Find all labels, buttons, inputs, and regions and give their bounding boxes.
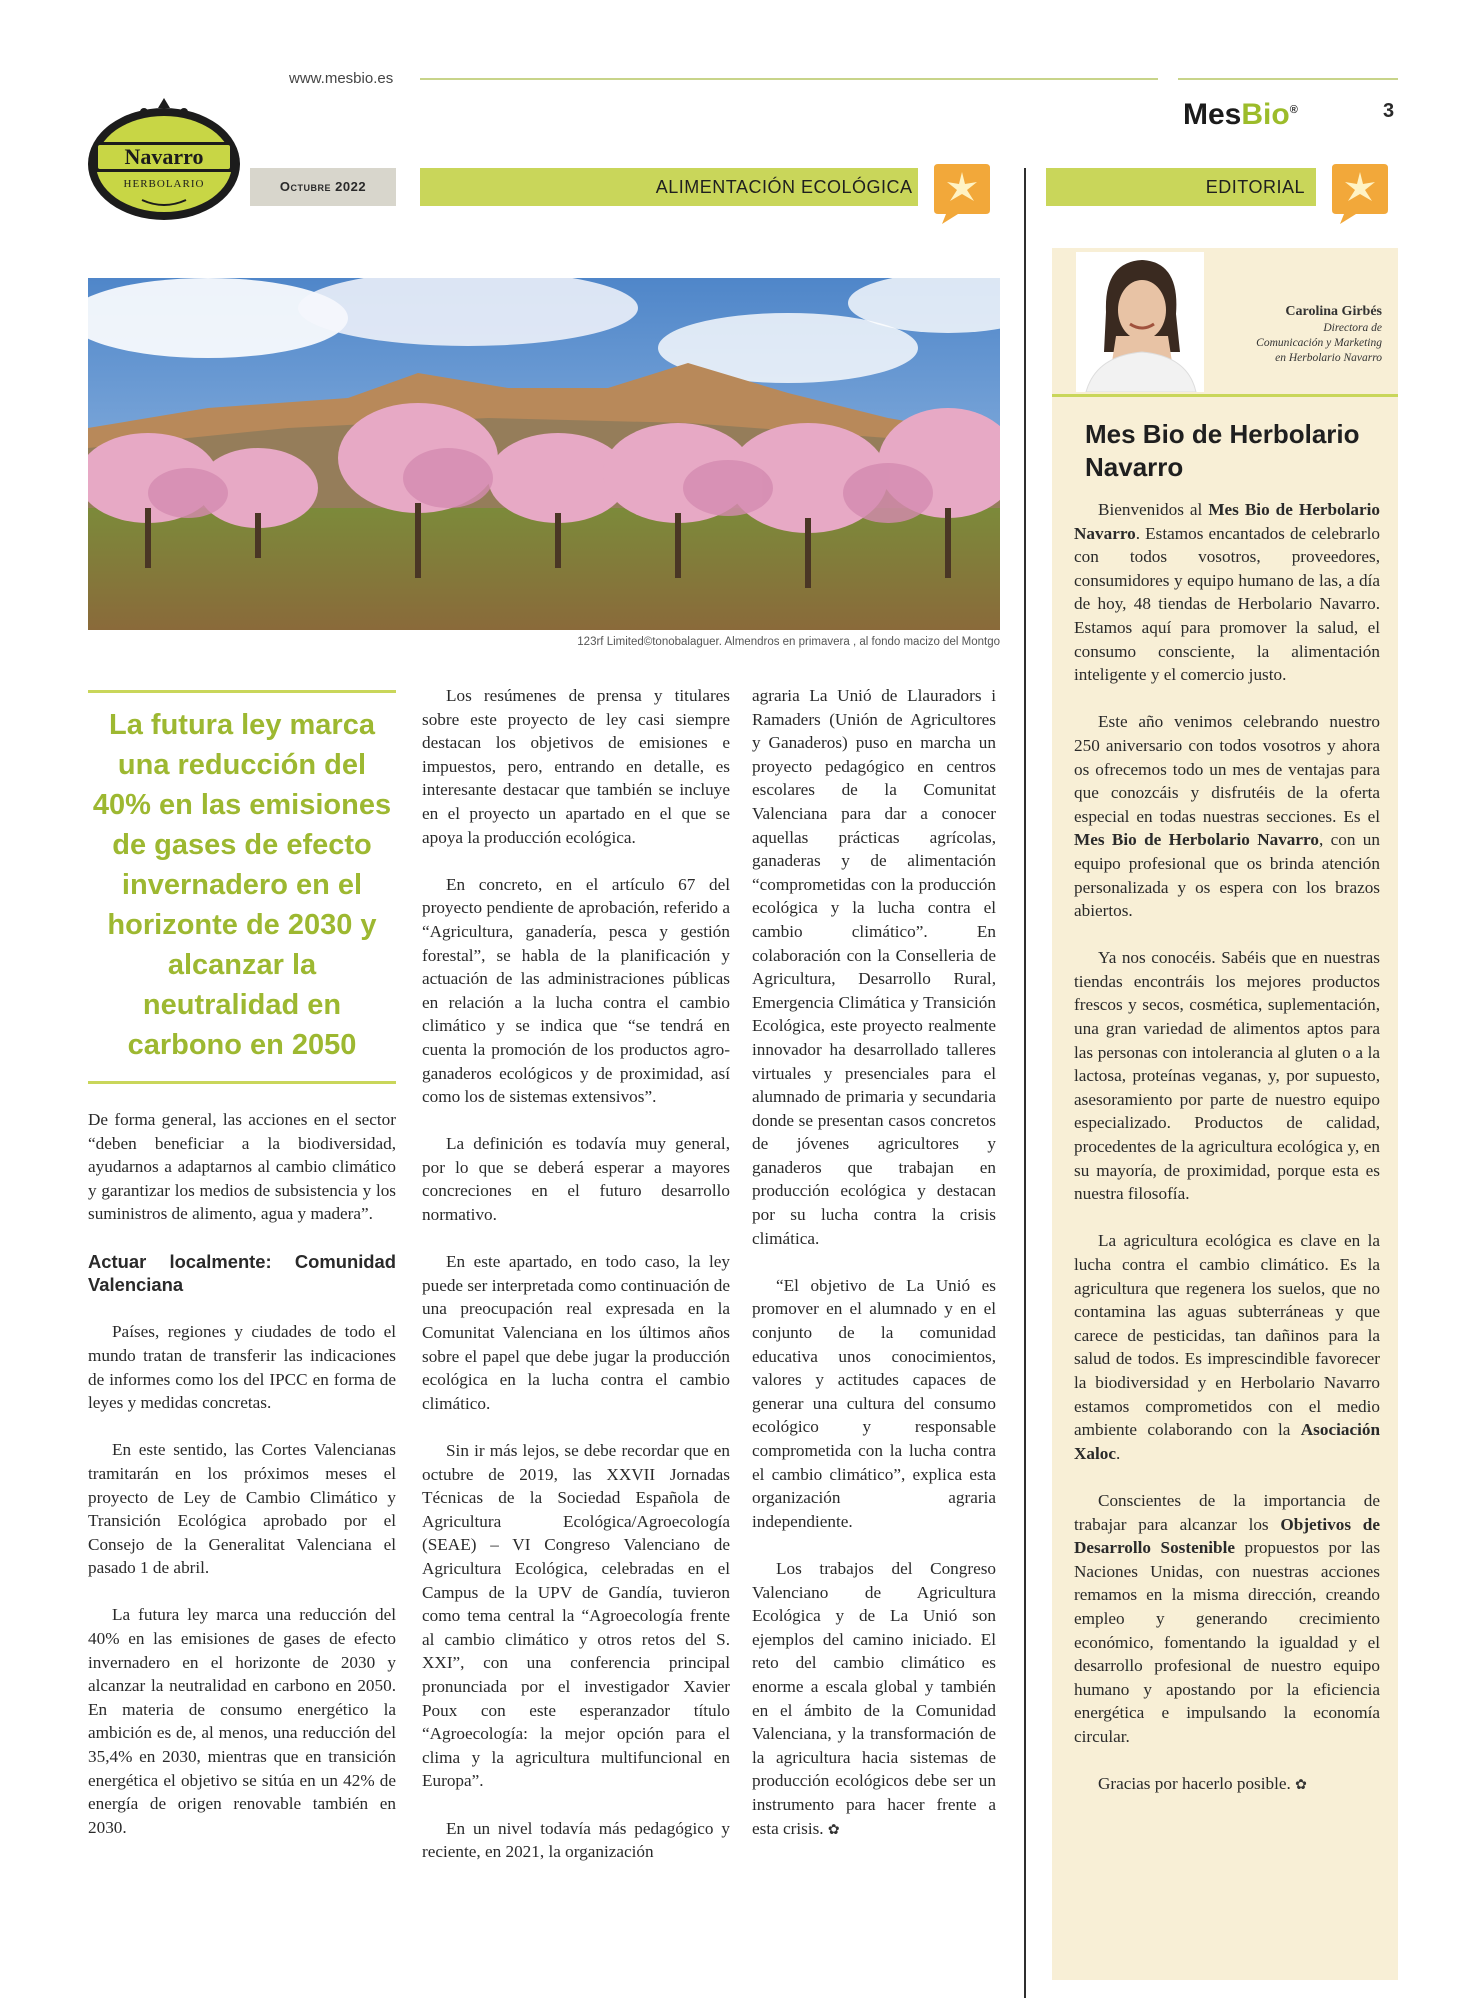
editorial-title: Mes Bio de Herbolario Navarro bbox=[1085, 419, 1360, 482]
logo-sub: HERBOLARIO bbox=[123, 178, 205, 190]
paragraph: En este apartado, en todo caso, la ley puede ser interpretada como continuación de una preocupación real expresada en la Comunitat Valenciana en los últimos años sobre el papel que debe jugar la producción ecológica en la lucha contra el cambio climático. bbox=[422, 1252, 730, 1413]
author-info bbox=[1212, 304, 1382, 366]
almond-orchard-photo bbox=[88, 278, 1000, 630]
paragraph: En concreto, en el artículo 67 del proyecto pendiente de aprobación, referido a “Agricultura, ganadería, pesca y gestión forestal”, se habla de la planificación y actuación de las administraciones públicas en relación a la lucha contra el cambio climático y se indica que “se tendrá en cuenta la promoción de los productos agro-ganaderos ecológicos y de proximidad, así como los de sistemas extensivos”. bbox=[422, 874, 730, 1107]
paragraph: La futura ley marca una reducción del 40% en las emisiones de gases de efecto invernadero en el horizonte de 2030 y alcanzar la neutralidad en carbono en 2050. En materia de consumo energético la ambición es de, al menos, una reducción del 35,4% en 2030, mientras que en transición energética el objetivo se sitúa en un 42% de energía de origen renovable también en 2030. bbox=[88, 1605, 396, 1837]
speech-bubble-star-icon bbox=[932, 160, 992, 226]
paragraph: En un nivel todavía más pedagógico y reciente, en 2021, la organización bbox=[422, 1818, 730, 1862]
paragraph: “El objetivo de La Unió es promover en el alumnado y en el conjunto de la comunidad educativa unos conocimientos, valores y actitudes capaces de generar una cultura del consumo ecológico y responsable comprometida con la lucha contra el cambio climático”, explica esta organización agraria independiente. bbox=[752, 1275, 996, 1531]
paragraph: Los trabajos del Congreso Valenciano de Agricultura Ecológica y de La Unió son ejemplos del camino iniciado. El reto del cambio climático es enorme a escala global y también en el ámbito de la Comunidad Valenciana, y la transformación de la agricultura hacia sistemas de producción ecológicos debe ser un instrumento para hacer frente a esta crisis. ✿ bbox=[752, 1558, 996, 1838]
end-mark-icon: ✿ bbox=[1295, 1778, 1307, 1794]
article-column-1 bbox=[88, 1108, 396, 1863]
logo-name: Navarro bbox=[124, 144, 204, 169]
page-number: 3 bbox=[1383, 100, 1395, 122]
photo-caption: 123rf Limited©tonobalaguer. Almendros en primavera , al fondo macizo del Montgo bbox=[577, 636, 1000, 648]
issue-date: Octubre 2022 bbox=[279, 179, 367, 194]
paragraph: La definición es todavía muy general, por lo que se deberá esperar a mayores concreciones en el futuro desarrollo normativo. bbox=[422, 1134, 730, 1225]
paragraph: Países, regiones y ciudades de todo el mundo tratan de transferir las indicaciones de informes como los del IPCC en forma de leyes y medidas concretas. bbox=[88, 1322, 396, 1413]
paragraph: La agricultura ecológica es clave en la lucha contra el cambio climático. Es la agricultura que regenera los suelos, que no contamina las aguas subterráneas y que carece de pesticidas, tan dañinos para la salud de todos. Es imprescindible favorecer la biodiversidad y en Herbolario Navarro estamos comprometidos con el medio ambiente colaborando con la Asociación Xaloc. bbox=[1074, 1231, 1380, 1463]
site-url[interactable]: www.mesbio.es bbox=[289, 70, 394, 87]
author-role: en Herbolario Navarro bbox=[1275, 352, 1382, 364]
paragraph: De forma general, las acciones en el sector “deben beneficiar a la biodiversidad, ayudarnos a adaptarnos al cambio climático y garantizar los medios de subsistencia y los suministros de alimento, agua y madera”. bbox=[88, 1110, 396, 1224]
section-label-alimentacion: ALIMENTACIÓN ECOLÓGICA bbox=[655, 177, 913, 197]
paragraph: Bienvenidos al Mes Bio de Herbolario Navarro. Estamos encantados de celebrarlo con todos vosotros, proveedores, consumidores y equipo humano de las, a día de hoy, 48 tiendas de Herbolario Navarro. Estamos aquí para promover la salud, el consumo consciente, la alimentación inteligente y el comercio justo. bbox=[1074, 500, 1380, 685]
paragraph: Los resúmenes de prensa y titulares sobre este proyecto de ley casi siempre destacan los objetivos de emisiones e impuestos, pero, entrando en detalle, es interesante destacar que también se incluye en el proyecto un apartado en el que se apoya la producción ecológica. bbox=[422, 686, 730, 847]
paragraph: Conscientes de la importancia de trabajar para alcanzar los Objetivos de Desarrollo Sostenible propuestos por las Naciones Unidas, con nuestras acciones remamos en la misma dirección, creando empleo y generando crecimiento económico, fomentando la igualdad y el desarrollo profesional de nuestro equipo humano y apostando por la eficiencia energética e impulsando la economía circular. bbox=[1074, 1490, 1381, 1746]
column-divider bbox=[1024, 168, 1026, 1998]
author-name: Carolina Girbés bbox=[1285, 304, 1382, 319]
top-rule-right bbox=[1178, 78, 1398, 80]
paragraph: Sin ir más lejos, se debe recordar que en octubre de 2019, las XXVII Jornadas Técnicas de la Sociedad Española de Agricultura Ecológica/Agroecología (SEAE) – VI Congreso Valenciano de Agricultura Ecológica, celebradas en el Campus de la UPV de Gandía, tuvieron como tema central la “Agroecología frente al cambio climático y otros retos del S. XXI”, con una conferencia principal pronunciada por el investigador Xavier Poux con este esperanzador título “Agroecología: la mejor opción para el clima y la agricultura multifuncional en Europa”. bbox=[422, 1441, 730, 1791]
pull-quote: La futura ley marca una reducción del 40% en las emisiones de gases de efecto invernadero en el horizonte de 2030 y alcanzar la neutralidad en carbono en 2050 bbox=[88, 690, 396, 1084]
paragraph: Este año venimos celebrando nuestro 250 aniversario con todos vosotros y ahora os ofrecemos todo un mes de ventajas para que conozcáis y disfrutéis de la oferta especial en todas nuestras secciones. Es el Mes Bio de Herbolario Navarro, con un equipo profesional que os brinda atención personalizada y os espera con los brazos abiertos. bbox=[1074, 712, 1380, 921]
author-role: Comunicación y Marketing bbox=[1256, 337, 1382, 349]
article-column-3 bbox=[752, 684, 996, 1866]
end-mark-icon: ✿ bbox=[827, 1822, 840, 1838]
mesbio-brand: MesBio® bbox=[1183, 98, 1298, 131]
author-portrait bbox=[1076, 252, 1204, 392]
top-rule-left bbox=[420, 78, 1158, 80]
subheading: Actuar localmente: Comunidad Valenciana bbox=[88, 1250, 396, 1296]
editorial-body bbox=[1074, 498, 1380, 1821]
speech-bubble-star-icon-editorial bbox=[1330, 160, 1390, 226]
herbolario-navarro-logo bbox=[84, 92, 244, 222]
editorial-rule bbox=[1052, 394, 1398, 397]
article-column-2 bbox=[422, 684, 730, 1887]
author-role: Directora de bbox=[1323, 322, 1382, 334]
paragraph: Ya nos conocéis. Sabéis que en nuestras tiendas encontráis los mejores productos frescos y secos, cosmética, suplementación, una gran variedad de alimentos aptos para las personas con intolerancia al gluten o a la lactosa, proteínas veganas, y, por supuesto, asesoramiento por parte de nuestro equipo especializado. Productos de calidad, procedentes de la agricultura ecológica y, en su mayoría, de proximidad, porque esta es nuestra filosofía. bbox=[1074, 948, 1380, 1204]
paragraph: Gracias por hacerlo posible. ✿ bbox=[1098, 1774, 1307, 1794]
paragraph: En este sentido, las Cortes Valencianas tramitarán en los próximos meses el proyecto de Ley de Cambio Climático y Transición Ecológica aprobado por el Consejo de la Generalitat Valenciana el pasado 1 de abril. bbox=[88, 1440, 396, 1578]
section-label-editorial: EDITORIAL bbox=[1205, 177, 1305, 197]
paragraph: agraria La Unió de Llauradors i Ramaders (Unión de Agricultores y Ganaderos) puso en marcha un proyecto pedagógico en centros escolares de la Comunitat Valenciana para dar a conocer aquellas prácticas agrícolas, ganaderas y de alimentación “comprometidas con la producción ecológica y la lucha contra el cambio climático”. En colaboración con la Conselleria de Agricultura, Desarrollo Rural, Emergencia Climática y Transición Ecológica, este proyecto realmente innovador ha desarrollado talleres virtuales y presenciales para el alumnado de primaria y secundaria donde se presentan casos concretos de jóvenes agricultores y ganaderos que trabajan en producción ecológica y destacan por su lucha contra la crisis climática. bbox=[752, 686, 996, 1248]
